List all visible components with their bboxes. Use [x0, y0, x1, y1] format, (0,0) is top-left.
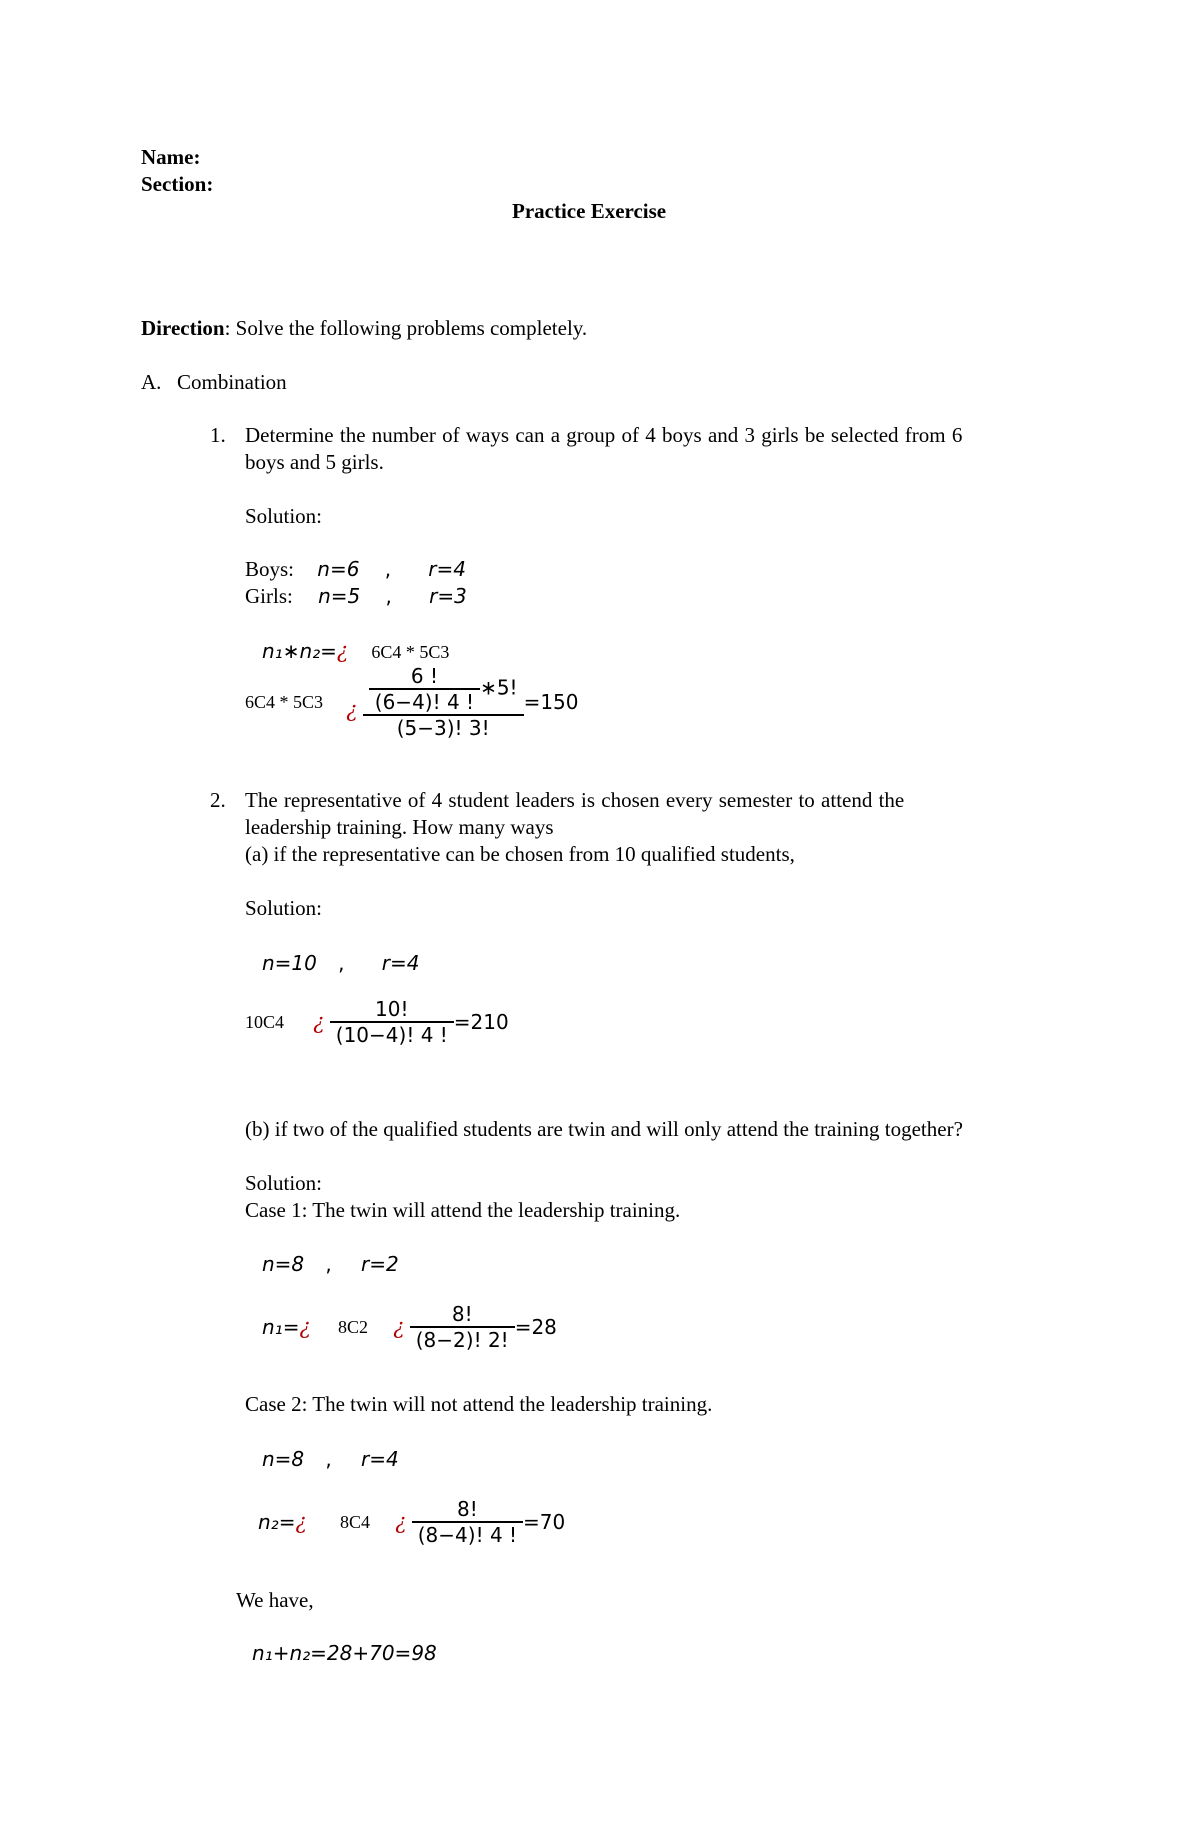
- q1-eq2-fraction: [363, 664, 524, 740]
- q1-eq2: [245, 664, 579, 740]
- c1-lhs: n₁=: [262, 1315, 300, 1339]
- c1-error-glyph-2: ¿: [393, 1315, 405, 1339]
- q1-eq2-result: =150: [523, 690, 579, 714]
- boys-label: Boys:: [245, 557, 295, 581]
- part-a-title: Combination: [177, 370, 287, 394]
- q2-case1-given: [262, 1252, 399, 1277]
- q1-eq2-num-tail: ∗5!: [480, 675, 518, 700]
- q1-eq1: [262, 639, 449, 664]
- q2a-num: 10!: [330, 997, 454, 1023]
- c2-comb: 8C4: [339, 1511, 370, 1532]
- q1-eq1-lhs: n₁∗n₂=: [262, 639, 337, 663]
- c2-n: n=8: [262, 1447, 305, 1471]
- q1-eq2-error-glyph: ¿: [346, 698, 358, 722]
- q2a-fraction: [330, 997, 454, 1047]
- q2-part-a-text: (a) if the representative can be chosen from 10 qualified students,: [245, 842, 795, 866]
- q1-eq2-inner-den: (6−4)! 4 !: [374, 690, 475, 714]
- c1-n: n=8: [262, 1252, 305, 1276]
- page-title: Practice Exercise: [512, 199, 667, 223]
- c1-den: (8−2)! 2!: [415, 1328, 509, 1352]
- c2-result: =70: [523, 1510, 566, 1534]
- q2-solution-label-a: Solution:: [245, 896, 323, 920]
- c2-error-glyph: ¿: [295, 1510, 307, 1534]
- c2-num: 8!: [412, 1497, 523, 1523]
- q2a-den: (10−4)! 4 !: [335, 1023, 448, 1047]
- c1-comb: 8C2: [337, 1316, 368, 1337]
- q1-eq2-inner-num: 6 !: [369, 664, 480, 690]
- q2-case2-text: Case 2: The twin will not attend the leadership training.: [245, 1392, 713, 1416]
- q2-text-line2: leadership training. How many ways: [245, 815, 554, 839]
- q1-eq2-lhs: 6C4 * 5C3: [245, 691, 324, 712]
- c2-den: (8−4)! 4 !: [417, 1523, 518, 1547]
- q1-eq2-inner-fraction: [369, 664, 480, 714]
- q2a-result: =210: [453, 1010, 509, 1034]
- c2-r: r=4: [361, 1447, 399, 1471]
- section-label: Section:: [141, 172, 214, 196]
- q1-solution-label: Solution:: [245, 504, 323, 528]
- boys-sep: ,: [384, 557, 392, 581]
- c2-error-glyph-2: ¿: [395, 1510, 407, 1534]
- c1-result: =28: [514, 1315, 557, 1339]
- girls-n: n=5: [318, 584, 361, 608]
- q2a-given-line: [262, 951, 419, 976]
- part-a-marker: A.: [141, 370, 162, 394]
- q1-number: 1.: [210, 423, 226, 447]
- q1-eq2-denominator: (5−3)! 3!: [396, 716, 490, 740]
- q2-case1-eq: [262, 1302, 557, 1352]
- q2a-n: n=10: [262, 951, 317, 975]
- direction-line: [141, 316, 587, 341]
- q2-solution-label-b: Solution:: [245, 1171, 323, 1195]
- c2-lhs: n₂=: [258, 1510, 296, 1534]
- q2-number: 2.: [210, 788, 226, 812]
- q2a-error-glyph: ¿: [313, 1010, 325, 1034]
- boys-r: r=4: [428, 557, 467, 581]
- c1-error-glyph: ¿: [299, 1315, 311, 1339]
- q2-part-b-text: (b) if two of the qualified students are twin and will only attend the training together?: [245, 1117, 963, 1141]
- final-equation: n₁+n₂=28+70=98: [252, 1641, 437, 1665]
- girls-sep: ,: [385, 584, 392, 608]
- c1-sep: ,: [325, 1252, 332, 1276]
- q1-boys-line: [245, 557, 466, 582]
- q2-case2-eq: [258, 1497, 565, 1547]
- q1-girls-line: [245, 584, 467, 609]
- direction-text: : Solve the following problems completely.: [224, 316, 588, 340]
- we-have-text: We have,: [236, 1588, 314, 1612]
- q2-case2-given: [262, 1447, 399, 1472]
- direction-label: Direction: [141, 316, 225, 340]
- q1-eq1-error-glyph: ¿: [336, 639, 349, 663]
- q2a-r: r=4: [381, 951, 420, 975]
- c1-num: 8!: [410, 1302, 515, 1328]
- c2-fraction: [412, 1497, 523, 1547]
- name-label: Name:: [141, 145, 201, 169]
- q2-case1-text: Case 1: The twin will attend the leadership training.: [245, 1198, 681, 1222]
- boys-n: n=6: [317, 557, 360, 581]
- c2-sep: ,: [325, 1447, 332, 1471]
- q1-eq2-numerator: [363, 664, 524, 716]
- q1-text-line1: Determine the number of ways can a group of 4 boys and 3 girls be selected from 6: [245, 423, 963, 447]
- q2a-eq: [245, 997, 509, 1047]
- q1-eq1-rhs: 6C4 * 5C3: [371, 642, 450, 662]
- girls-label: Girls:: [245, 584, 293, 608]
- q2a-lhs: 10C4: [245, 1011, 285, 1032]
- c1-fraction: [410, 1302, 515, 1352]
- q1-text-line2: boys and 5 girls.: [245, 450, 384, 474]
- girls-r: r=3: [429, 584, 467, 608]
- q2a-sep: ,: [338, 951, 345, 975]
- q2-text-line1: The representative of 4 student leaders is chosen every semester to attend the: [245, 788, 905, 812]
- c1-r: r=2: [361, 1252, 399, 1276]
